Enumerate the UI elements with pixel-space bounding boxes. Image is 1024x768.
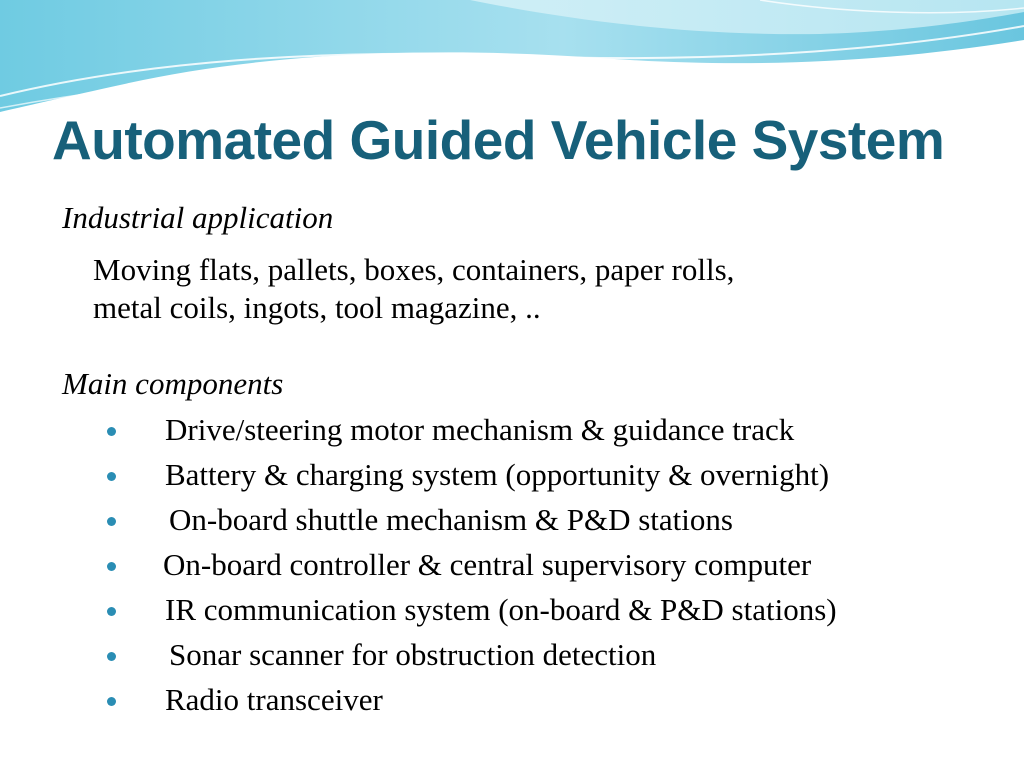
list-item (0, 502, 1000, 547)
list-item-text: Sonar scanner for obstruction detection (169, 637, 657, 672)
components-list (0, 412, 1000, 727)
list-item (0, 412, 1000, 457)
industrial-line-2: metal coils, ingots, tool magazine, .. (93, 290, 541, 325)
industrial-line-1: Moving flats, pallets, boxes, containers, paper rolls, (93, 252, 735, 287)
bullet-icon (107, 427, 116, 436)
bullet-icon (107, 472, 116, 481)
list-item-text: Battery & charging system (opportunity & overnight) (165, 457, 830, 492)
list-item (0, 592, 1000, 637)
industrial-application-text (93, 251, 734, 327)
industrial-application-heading: Industrial application (62, 200, 334, 235)
bullet-icon (107, 652, 116, 661)
list-item-text: On-board shuttle mechanism & P&D stations (169, 502, 733, 537)
list-item (0, 682, 1000, 727)
list-item-text: Radio transceiver (165, 682, 383, 717)
main-components-heading: Main components (62, 366, 284, 401)
list-item (0, 637, 1000, 682)
list-item (0, 457, 1000, 502)
bullet-icon (107, 517, 116, 526)
list-item-text: Drive/steering motor mechanism & guidance track (165, 412, 795, 447)
list-item (0, 547, 1000, 592)
list-item-text: On-board controller & central supervisory computer (163, 547, 812, 582)
bullet-icon (107, 697, 116, 706)
slide-title: Automated Guided Vehicle System (52, 109, 945, 171)
list-item-text: IR communication system (on-board & P&D stations) (165, 592, 837, 627)
bullet-icon (107, 607, 116, 616)
bullet-icon (107, 562, 116, 571)
